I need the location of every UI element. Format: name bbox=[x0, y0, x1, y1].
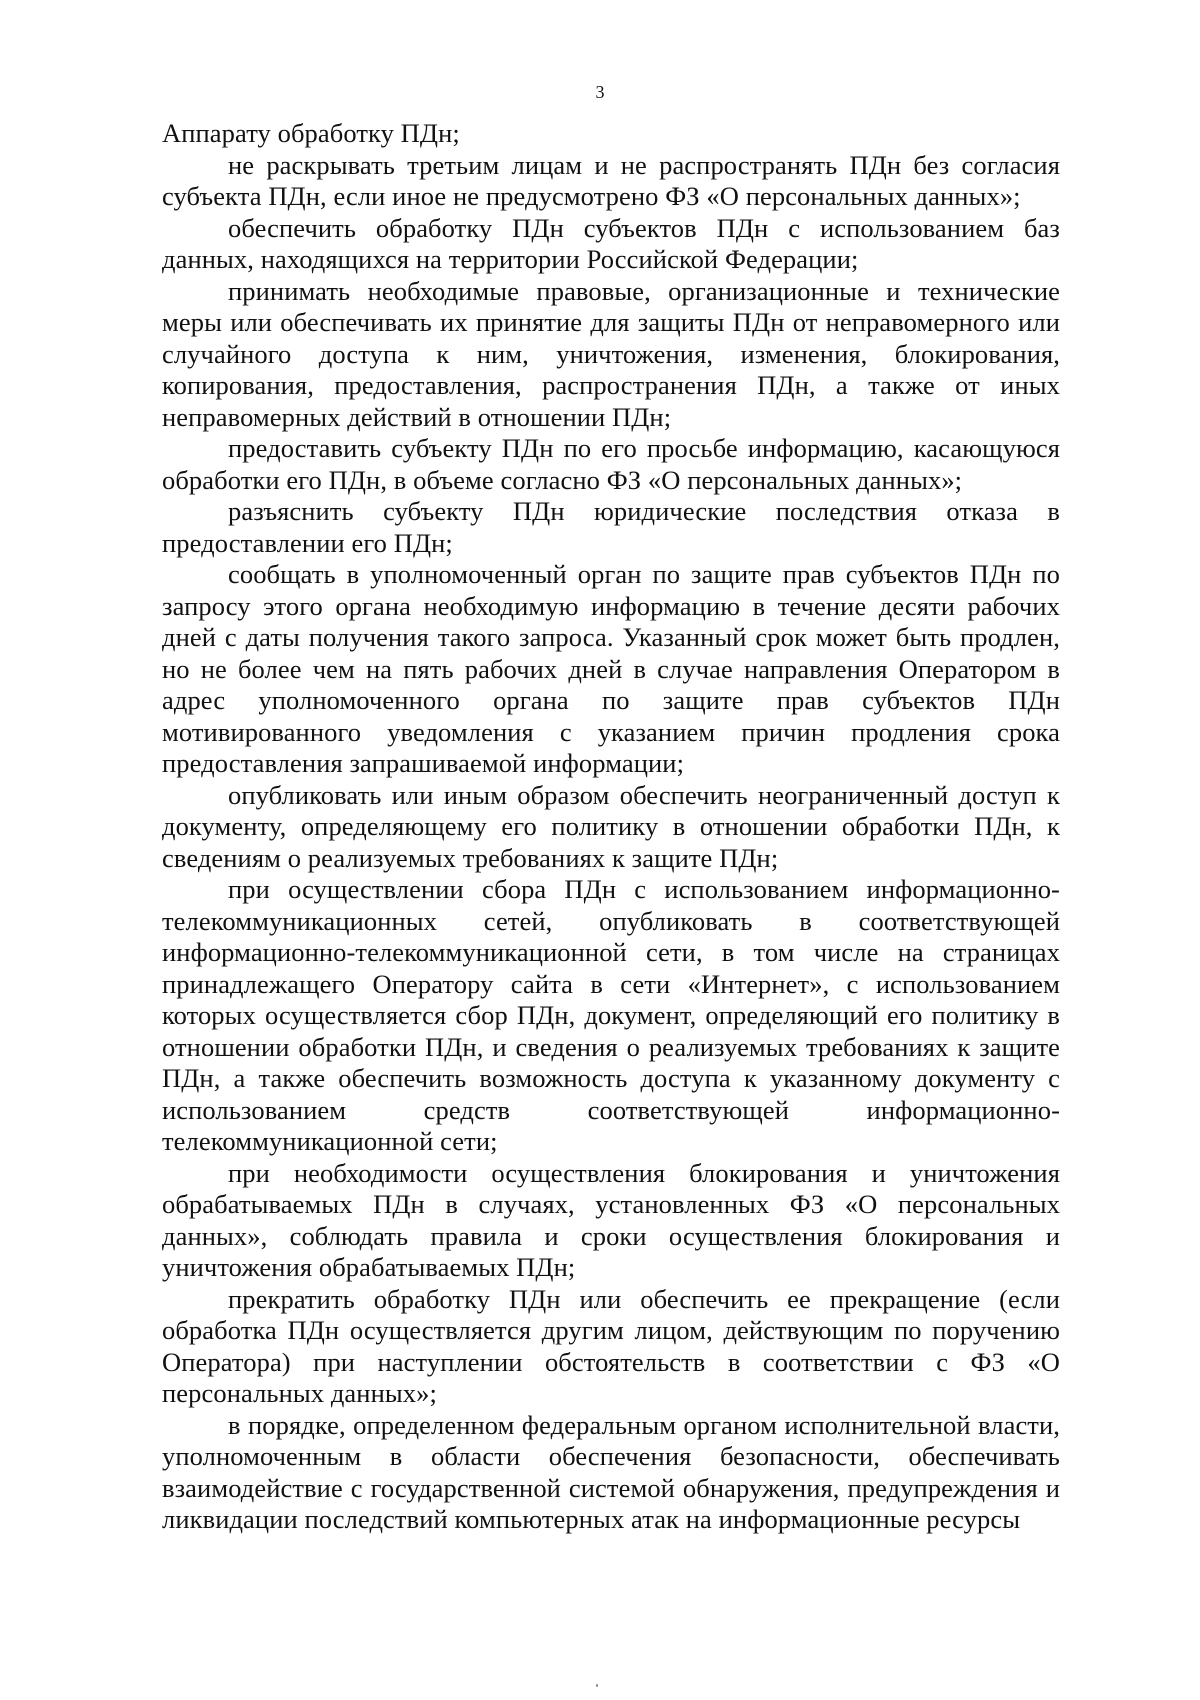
page-number: 3 bbox=[595, 82, 605, 102]
paragraph: предоставить субъекту ПДн по его просьбе информацию, касающуюся обработки его ПДн, в объеме согласно ФЗ «О персональных данных»; bbox=[162, 433, 1060, 495]
paragraph: опубликовать или иным образом обеспечить неограниченный доступ к документу, определяющему его политику в отношении обработки ПДн, к сведениям о реализуемых требованиях к защите ПДн; bbox=[162, 779, 1060, 873]
paragraph: не раскрывать третьим лицам и не распространять ПДн без согласия субъекта ПДн, если иное не предусмотрено ФЗ «О персональных данных»; bbox=[162, 149, 1060, 211]
scan-speck bbox=[596, 1684, 598, 1687]
paragraph: обеспечить обработку ПДн субъектов ПДн с использованием баз данных, находящихся на территории Российской Федерации; bbox=[162, 212, 1060, 274]
paragraph: прекратить обработку ПДн или обеспечить ее прекращение (если обработка ПДн осуществляется другим лицом, действующим по поручению Оператора) при наступлении обстоятельств в соответствии с ФЗ «О персональных данных»; bbox=[162, 1283, 1060, 1408]
paragraph: разъяснить субъекту ПДн юридические последствия отказа в предоставлении его ПДн; bbox=[162, 496, 1060, 558]
paragraph: принимать необходимые правовые, организационные и технические меры или обеспечивать их принятие для защиты ПДн от неправомерного или случайного доступа к ним, уничтожения, изменения, блокирования, копирования, предоставления, распространения ПДн, а также от иных неправомерных действий в отношении ПДн; bbox=[162, 275, 1060, 432]
paragraph: Аппарату обработку ПДн; bbox=[162, 118, 460, 148]
paragraph: при осуществлении сбора ПДн с использованием информационно-телекоммуникационных сетей, опубликовать в соответствующей информационно-телекоммуникационной сети, в том числе на страницах принадлежащего Оператору сайта в сети «Интернет», с использованием которых осуществляется сбор ПДн, документ, определяющий его политику в отношении обработки ПДн, и сведения о реализуемых требованиях к защите ПДн, а также обеспечить возможность доступа к указанному документу с использованием средств соответствующей информационно-телекоммуникационной сети; bbox=[162, 874, 1060, 1156]
paragraph: при необходимости осуществления блокирования и уничтожения обрабатываемых ПДн в случаях, установленных ФЗ «О персональных данных», соблюдать правила и сроки осуществления блокирования и уничтожения обрабатываемых ПДн; bbox=[162, 1157, 1060, 1282]
paragraph: сообщать в уполномоченный орган по защите прав субъектов ПДн по запросу этого органа необходимую информацию в течение десяти рабочих дней с даты получения такого запроса. Указанный срок может быть продлен, но не более чем на пять рабочих дней в случае направления Оператором в адрес уполномоченного органа по защите прав субъектов ПДн мотивированного уведомления с указанием причин продления срока предоставления запрашиваемой информации; bbox=[162, 559, 1060, 778]
document-body bbox=[162, 118, 1060, 1536]
paragraph: в порядке, определенном федеральным органом исполнительной власти, уполномоченным в области обеспечения безопасности, обеспечивать взаимодействие с государственной системой обнаружения, предупреждения и ликвидации последствий компьютерных атак на информационные ресурсы bbox=[162, 1409, 1060, 1534]
